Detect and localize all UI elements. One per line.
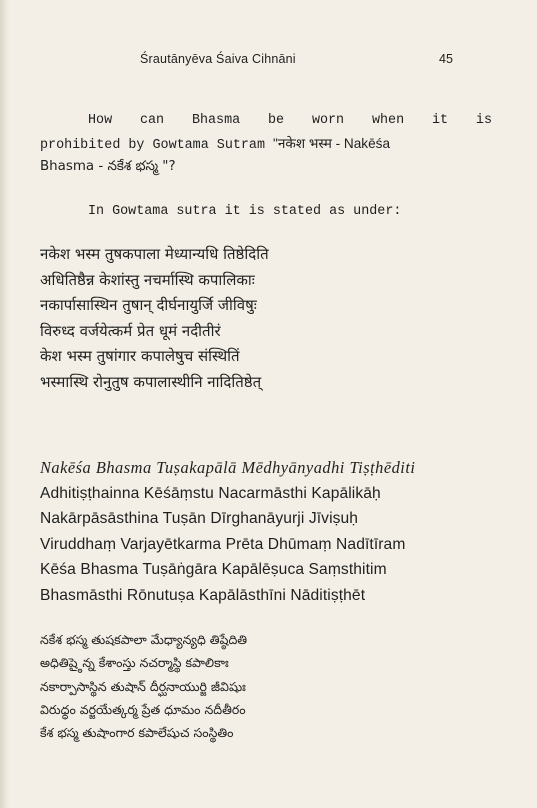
telugu-line: నకేశ భస్మ తుషకపాలా మేధ్యాన్యధి తిష్ఠేదితి [40,632,248,647]
word: be [268,113,285,128]
devanagari-line: विरुध्द वर्जयेत्कर्म प्रेत धूमं नदीतीरं [40,321,221,340]
transliteration-line: Kēśa Bhasma Tuṣāṅgāra Kapālēṣuca Saṃsthitim [40,561,387,578]
paragraph-1-line-1 [40,109,492,132]
page-header [0,52,537,72]
word: is [475,113,492,128]
telugu-line: కేశ భస్మ తుషాంగార కపాలేషుచ సంస్థితిం [40,725,234,741]
word: Bhasma [191,113,241,128]
devanagari-line: भस्मास्थि रोनुतुष कपालास्थीनि नादितिष्ठेत् [40,372,262,391]
running-title: Śrautānyēva Śaiva Cihnāni [140,52,296,66]
devanagari-line: अधितिष्ठैन्न केशांस्तु नचर्मास्थि कपालिकाः [40,270,255,289]
page-number: 45 [439,52,453,66]
paragraph-2: In Gowtama sutra it is stated as under: [88,204,402,219]
word: when [371,113,405,128]
word: it [431,113,449,128]
telugu-verse [40,628,247,744]
transliteration-line: Nakārpāsāsthina Tuṣān Dīrghanāyurji Jīviṣuḥ [40,510,359,527]
word: can [139,113,165,128]
quoted-term: "नकेश भस्म - Nakēśa [273,136,391,151]
telugu-line: విరుధ్ధం వర్జయేత్కర్మ ప్రేత ధూమం నదీతీరం [40,701,246,717]
devanagari-line: केश भस्म तुषांगार कपालेषुच संस्थितिं [40,347,240,365]
telugu-line: అధితిష్ఠైన్న కేశాంస్తు నచర్మాస్థి కపాలికాః [40,655,229,671]
paragraph-1-line-2 [40,132,490,157]
devanagari-verse [40,242,269,395]
page-edge [0,0,10,808]
transliteration-line: Bhasmāsthi Rōnutuṣa Kapālāsthīni Nāditiṣṭhēt [40,586,366,604]
line-text: prohibited by Gowtama Sutram [40,138,274,153]
transliteration-line: Viruddhaṃ Varjayētkarma Prēta Dhūmaṃ Nadītīram [40,535,406,553]
transliteration-verse [40,455,415,608]
devanagari-line: नकार्पासास्थिन तुषान् दीर्घनायुर्जि जीविषुः [40,296,257,314]
telugu-line: నకార్పాసాస్థిన తుషాన్ దీర్ఘనాయుర్జి జీవిషుః [40,678,246,694]
word: How [88,113,113,128]
transliteration-line: Nakēśa Bhasma Tuṣakapālā Mēdhyānyadhi Tiṣṭhēditi [40,458,416,477]
paragraph-1-line-3: Bhasma - నకేశ భస్మ "? [40,159,176,174]
transliteration-line: Adhitiṣṭhainna Kēśāṃstu Nacarmāsthi Kapālikāḥ [40,484,381,502]
devanagari-line: नकेश भस्म तुषकपाला मेध्यान्यधि तिष्ठेदिति [40,245,269,263]
word: worn [311,113,345,128]
